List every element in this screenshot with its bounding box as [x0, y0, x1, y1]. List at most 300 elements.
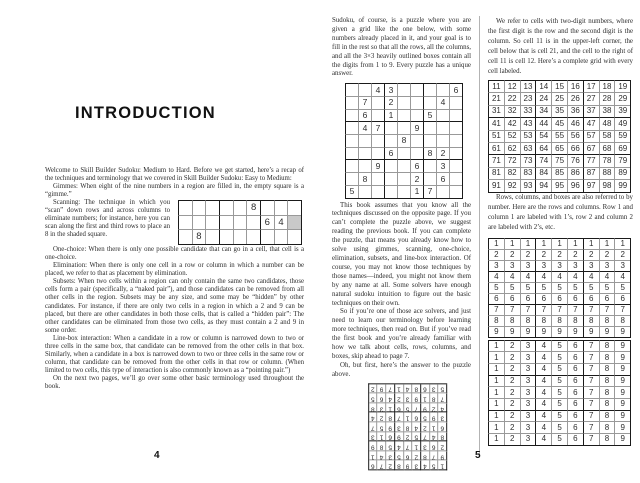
grid-cell: 4 [371, 83, 384, 96]
grid-cell: 2 [583, 249, 599, 260]
grid-cell: 9 [378, 384, 387, 394]
grid-cell: 8 [599, 410, 615, 422]
grid-cell: 2 [504, 398, 520, 410]
grid-cell: 9 [614, 351, 630, 363]
grid-cell: 4 [535, 398, 551, 410]
grid-cell [397, 109, 410, 122]
grid-cell: 6 [369, 460, 378, 470]
grid-cell: 9 [395, 432, 404, 442]
grid-cell: 5 [535, 282, 551, 293]
grid-cell [246, 215, 260, 230]
grid-cell: 92 [504, 179, 520, 191]
grid-cell [371, 109, 384, 122]
grid-cell: 32 [504, 105, 520, 117]
grid-cell: 8 [358, 172, 371, 185]
grid-cell [358, 83, 371, 96]
grid-cell: 19 [614, 80, 630, 92]
row-number-grid [488, 238, 631, 338]
grid-cell: 9 [404, 460, 413, 470]
scanning-example-grid [178, 200, 302, 245]
grid-cell: 6 [567, 398, 583, 410]
grid-cell: 25 [551, 92, 567, 104]
grid-cell: 9 [371, 159, 384, 172]
grid-cell: 7 [535, 304, 551, 315]
grid-cell [423, 121, 436, 134]
grid-cell: 4 [535, 375, 551, 387]
grid-cell: 36 [567, 105, 583, 117]
grid-cell: 9 [599, 326, 615, 337]
grid-cell: 82 [504, 167, 520, 179]
cell-label-grid [488, 80, 631, 193]
grid-cell: 51 [488, 130, 504, 142]
grid-cell: 3 [520, 433, 536, 445]
grid-cell: 8 [599, 375, 615, 387]
grid-cell [345, 109, 358, 122]
grid-cell: 69 [614, 142, 630, 154]
grid-cell: 3 [535, 260, 551, 271]
grid-cell: 7 [404, 441, 413, 451]
grid-cell: 4 [404, 384, 413, 394]
grid-cell: 87 [583, 167, 599, 179]
grid-cell [192, 215, 206, 230]
grid-cell: 2 [439, 441, 448, 451]
grid-cell: 7 [386, 384, 395, 394]
grid-cell: 8 [599, 351, 615, 363]
grid-cell [449, 109, 462, 122]
grid-cell: 8 [395, 460, 404, 470]
paragraph-book-assumes: This book assumes that you know all the techniques discussed on the opposite page. If you can’t complete the puzzle above, we suggest reading the previous book. If you can complete the puzzle, that means you already know how to solve using gimmes, scanning, one-choice, elimination, subsets, and line-box interaction. Of course, you may not know those techniques by those names—indeed, you might not know them by any name at all. Some solvers have enough natural sudoku intuition to figure out the basic techniques on their own. [332, 201, 471, 307]
grid-cell: 9 [567, 326, 583, 337]
grid-cell: 6 [567, 293, 583, 304]
grid-cell: 2 [551, 249, 567, 260]
grid-cell [423, 134, 436, 147]
grid-cell [436, 134, 449, 147]
grid-cell: 9 [614, 340, 630, 352]
grid-cell [410, 109, 423, 122]
grid-cell [345, 134, 358, 147]
column-number-grid [488, 340, 631, 446]
grid-cell: 38 [599, 105, 615, 117]
grid-cell: 3 [386, 451, 395, 461]
grid-cell [358, 134, 371, 147]
grid-cell: 8 [599, 398, 615, 410]
grid-cell: 94 [535, 179, 551, 191]
grid-cell: 8 [599, 386, 615, 398]
grid-cell: 4 [274, 215, 288, 230]
grid-cell: 18 [599, 80, 615, 92]
grid-cell [397, 96, 410, 109]
grid-cell: 6 [421, 384, 430, 394]
grid-cell [449, 185, 462, 198]
grid-cell [358, 185, 371, 198]
paragraph-elimination: Elimination: When there is only one cell in a row or column in which a number can be placed, we refer to that as placement by elimination. [45, 262, 304, 278]
page-title: INTRODUCTION [75, 104, 216, 122]
grid-cell [358, 159, 371, 172]
grid-cell: 6 [488, 293, 504, 304]
grid-cell: 3 [520, 421, 536, 433]
grid-cell: 7 [439, 393, 448, 403]
page5-right-column [488, 17, 633, 446]
grid-cell [345, 172, 358, 185]
paragraph-next-pages: On the next two pages, we’ll go over some other basic terminology used throughout the book. [45, 374, 304, 390]
grid-cell: 3 [520, 410, 536, 422]
grid-cell [178, 215, 192, 230]
grid-cell: 4 [535, 421, 551, 433]
grid-cell: 5 [551, 421, 567, 433]
grid-cell: 9 [614, 421, 630, 433]
grid-cell: 3 [436, 159, 449, 172]
grid-cell: 5 [551, 282, 567, 293]
grid-cell [449, 134, 462, 147]
grid-cell: 72 [504, 154, 520, 166]
grid-cell: 88 [599, 167, 615, 179]
grid-cell: 6 [410, 159, 423, 172]
grid-cell: 6 [260, 215, 274, 230]
grid-cell: 5 [551, 433, 567, 445]
grid-cell: 2 [421, 422, 430, 432]
grid-cell: 6 [358, 109, 371, 122]
grid-cell: 8 [504, 315, 520, 326]
grid-cell: 8 [599, 421, 615, 433]
grid-cell: 39 [614, 105, 630, 117]
grid-cell: 6 [449, 83, 462, 96]
paragraph-gimmes: Gimmes: When eight of the nine numbers in a region are filled in, the empty square is a “gimme.” [45, 183, 304, 199]
grid-cell: 8 [192, 229, 206, 244]
grid-cell: 7 [423, 185, 436, 198]
grid-cell: 5 [404, 403, 413, 413]
grid-cell: 7 [583, 375, 599, 387]
grid-cell: 4 [386, 393, 395, 403]
grid-cell: 3 [488, 260, 504, 271]
grid-cell [219, 200, 233, 215]
page5-left-column [332, 17, 471, 470]
grid-cell: 1 [488, 375, 504, 387]
grid-cell: 52 [504, 130, 520, 142]
grid-cell: 2 [520, 249, 536, 260]
grid-cell: 4 [614, 271, 630, 282]
grid-cell [345, 96, 358, 109]
grid-cell: 89 [614, 167, 630, 179]
grid-cell: 6 [567, 340, 583, 352]
grid-cell: 24 [535, 92, 551, 104]
grid-cell: 3 [504, 260, 520, 271]
grid-cell: 9 [412, 393, 421, 403]
grid-cell: 3 [520, 363, 536, 375]
grid-cell: 1 [535, 238, 551, 249]
grid-cell: 95 [551, 179, 567, 191]
grid-cell: 1 [412, 441, 421, 451]
grid-cell [371, 96, 384, 109]
grid-cell: 1 [488, 386, 504, 398]
grid-cell: 1 [430, 422, 439, 432]
grid-cell: 13 [520, 80, 536, 92]
grid-cell: 8 [520, 315, 536, 326]
grid-cell [410, 134, 423, 147]
grid-cell: 4 [436, 96, 449, 109]
grid-cell: 41 [488, 117, 504, 129]
grid-cell: 6 [599, 293, 615, 304]
grid-cell: 8 [404, 422, 413, 432]
grid-cell: 6 [567, 421, 583, 433]
page-number-4: 4 [154, 450, 160, 461]
grid-cell: 3 [520, 398, 536, 410]
grid-cell: 5 [395, 451, 404, 461]
grid-cell: 3 [520, 340, 536, 352]
grid-cell: 4 [583, 271, 599, 282]
grid-cell: 5 [583, 282, 599, 293]
grid-cell: 7 [567, 304, 583, 315]
grid-cell: 1 [488, 238, 504, 249]
grid-cell: 8 [583, 315, 599, 326]
grid-cell [397, 185, 410, 198]
grid-cell: 8 [386, 412, 395, 422]
grid-cell: 43 [520, 117, 536, 129]
grid-cell: 4 [567, 271, 583, 282]
paragraph-one-choice: One-choice: When there is only one possible candidate that can go in a cell, that cell is a one-choice. [45, 246, 304, 262]
grid-cell [192, 200, 206, 215]
grid-cell: 81 [488, 167, 504, 179]
grid-cell [233, 215, 247, 230]
grid-cell [371, 172, 384, 185]
grid-cell: 5 [412, 432, 421, 442]
grid-cell: 1 [488, 410, 504, 422]
paragraph-line-box: Line-box interaction: When a candidate in a row or column is narrowed down to two or three cells in the same box, that candidate can be removed from the other cells in that box. Similarly, when a candidate in a box is narrowed down to two or three cells in the same row or column, that candidate can be removed from the other cells in that row or column. (When limited to two cells, this type of interaction is also commonly known as a “pointing pair.”) [45, 334, 304, 374]
grid-cell: 2 [504, 351, 520, 363]
grid-cell: 9 [386, 422, 395, 432]
grid-cell: 7 [430, 451, 439, 461]
grid-cell [436, 185, 449, 198]
grid-cell: 8 [599, 315, 615, 326]
grid-cell: 7 [520, 304, 536, 315]
grid-cell [178, 200, 192, 215]
grid-cell: 7 [583, 340, 599, 352]
grid-cell: 3 [384, 83, 397, 96]
grid-cell: 3 [430, 384, 439, 394]
grid-cell: 2 [504, 386, 520, 398]
grid-cell: 97 [583, 179, 599, 191]
grid-cell: 4 [535, 386, 551, 398]
grid-cell: 3 [599, 260, 615, 271]
grid-cell: 9 [439, 451, 448, 461]
grid-cell [384, 172, 397, 185]
grid-cell [436, 109, 449, 122]
grid-cell: 15 [551, 80, 567, 92]
grid-cell: 3 [520, 351, 536, 363]
grid-cell [410, 83, 423, 96]
grid-cell: 1 [583, 238, 599, 249]
grid-cell: 8 [430, 393, 439, 403]
grid-cell: 8 [397, 134, 410, 147]
grid-cell: 83 [520, 167, 536, 179]
grid-cell: 86 [567, 167, 583, 179]
grid-cell: 4 [358, 121, 371, 134]
grid-cell: 8 [599, 363, 615, 375]
grid-cell: 44 [535, 117, 551, 129]
grid-cell: 9 [614, 433, 630, 445]
grid-cell: 6 [436, 172, 449, 185]
grid-cell: 35 [551, 105, 567, 117]
page4-body-text [45, 167, 304, 391]
grid-cell [384, 121, 397, 134]
grid-cell: 3 [395, 422, 404, 432]
grid-cell: 68 [599, 142, 615, 154]
grid-cell: 3 [520, 386, 536, 398]
grid-cell: 78 [599, 154, 615, 166]
grid-cell: 7 [583, 304, 599, 315]
paragraph-rows-columns: Rows, columns, and boxes are also referred to by number. Here are the rows and columns. Row 1 and column 1 are labeled with 1’s, row 2 and column 2 are labeled with 2’s, etc. [488, 193, 633, 231]
grid-cell: 54 [535, 130, 551, 142]
grid-cell: 1 [395, 384, 404, 394]
grid-cell: 5 [551, 340, 567, 352]
grid-cell [384, 185, 397, 198]
grid-cell: 8 [599, 340, 615, 352]
grid-cell: 2 [504, 410, 520, 422]
grid-cell [397, 147, 410, 160]
grid-cell: 2 [599, 249, 615, 260]
grid-cell: 9 [421, 403, 430, 413]
grid-cell: 1 [386, 403, 395, 413]
grid-cell: 45 [551, 117, 567, 129]
grid-cell: 11 [488, 80, 504, 92]
grid-cell: 1 [599, 238, 615, 249]
grid-cell [397, 121, 410, 134]
grid-cell: 9 [535, 326, 551, 337]
grid-cell: 2 [504, 340, 520, 352]
grid-cell: 6 [430, 441, 439, 451]
grid-cell: 8 [614, 315, 630, 326]
grid-cell: 2 [378, 412, 387, 422]
grid-cell [219, 229, 233, 244]
grid-cell: 3 [412, 460, 421, 470]
grid-cell [397, 159, 410, 172]
grid-cell: 85 [551, 167, 567, 179]
grid-cell: 1 [488, 398, 504, 410]
grid-cell: 3 [614, 260, 630, 271]
grid-cell: 6 [551, 293, 567, 304]
grid-cell: 93 [520, 179, 536, 191]
grid-cell: 21 [488, 92, 504, 104]
grid-cell: 75 [551, 154, 567, 166]
grid-cell [436, 121, 449, 134]
grid-cell: 2 [436, 147, 449, 160]
grid-cell: 6 [439, 422, 448, 432]
grid-cell [345, 121, 358, 134]
grid-cell: 46 [567, 117, 583, 129]
paragraph-cell-numbering: We refer to cells with two-digit numbers, where the first digit is the row and the second digit is the column. So cell 11 is in the upper-left corner, the cell below that is cell 21, and the cell to the right of cell 11 is cell 12. Here’s a complete grid with every cell labeled. [488, 18, 633, 75]
grid-cell: 1 [504, 238, 520, 249]
grid-cell: 1 [551, 238, 567, 249]
grid-cell: 1 [614, 238, 630, 249]
grid-cell: 9 [614, 375, 630, 387]
grid-cell [449, 147, 462, 160]
grid-cell: 67 [583, 142, 599, 154]
grid-cell: 23 [520, 92, 536, 104]
grid-cell [371, 185, 384, 198]
grid-cell: 4 [535, 351, 551, 363]
grid-cell: 4 [430, 432, 439, 442]
grid-cell: 4 [520, 271, 536, 282]
grid-cell: 7 [583, 433, 599, 445]
grid-cell: 1 [384, 109, 397, 122]
grid-cell: 4 [535, 433, 551, 445]
grid-cell [371, 134, 384, 147]
grid-cell: 49 [614, 117, 630, 129]
grid-cell [287, 229, 301, 244]
grid-cell: 6 [567, 351, 583, 363]
grid-cell: 6 [567, 375, 583, 387]
sudoku-puzzle-grid [345, 83, 463, 198]
grid-cell: 1 [378, 432, 387, 442]
grid-cell: 57 [583, 130, 599, 142]
grid-cell: 5 [345, 185, 358, 198]
grid-cell: 4 [488, 271, 504, 282]
grid-cell: 9 [614, 410, 630, 422]
grid-cell: 5 [551, 375, 567, 387]
grid-cell: 8 [246, 200, 260, 215]
grid-cell: 2 [504, 433, 520, 445]
grid-cell [205, 229, 219, 244]
grid-cell: 2 [504, 363, 520, 375]
grid-cell [449, 172, 462, 185]
grid-cell: 4 [535, 271, 551, 282]
grid-cell: 1 [421, 393, 430, 403]
grid-cell: 16 [567, 80, 583, 92]
grid-cell: 4 [535, 410, 551, 422]
grid-cell: 26 [567, 92, 583, 104]
grid-cell: 6 [412, 412, 421, 422]
grid-cell: 34 [535, 105, 551, 117]
grid-cell: 5 [430, 460, 439, 470]
grid-cell: 6 [378, 393, 387, 403]
grid-cell [436, 83, 449, 96]
grid-cell: 8 [599, 433, 615, 445]
grid-cell [178, 229, 192, 244]
grid-cell: 4 [504, 271, 520, 282]
grid-cell [205, 215, 219, 230]
grid-cell: 7 [395, 412, 404, 422]
grid-cell: 63 [520, 142, 536, 154]
grid-cell: 29 [614, 92, 630, 104]
grid-cell: 2 [504, 375, 520, 387]
scanning-paragraph-with-grid [45, 199, 304, 246]
grid-cell [260, 200, 274, 215]
grid-cell [260, 229, 274, 244]
grid-cell: 6 [386, 432, 395, 442]
grid-cell: 9 [614, 398, 630, 410]
grid-cell: 9 [614, 326, 630, 337]
grid-cell: 5 [423, 109, 436, 122]
grid-cell: 1 [567, 238, 583, 249]
grid-cell [219, 215, 233, 230]
grid-cell [345, 83, 358, 96]
grid-cell: 2 [535, 249, 551, 260]
grid-cell: 7 [421, 432, 430, 442]
grid-cell [287, 200, 301, 215]
grid-cell: 5 [567, 282, 583, 293]
grid-cell: 7 [583, 410, 599, 422]
grid-cell: 5 [386, 441, 395, 451]
grid-cell: 5 [551, 410, 567, 422]
grid-cell: 6 [567, 386, 583, 398]
grid-cell [345, 147, 358, 160]
grid-cell: 3 [520, 260, 536, 271]
grid-cell: 61 [488, 142, 504, 154]
grid-cell: 4 [551, 271, 567, 282]
grid-cell [233, 200, 247, 215]
grid-cell [233, 229, 247, 244]
grid-cell: 7 [583, 351, 599, 363]
grid-cell: 74 [535, 154, 551, 166]
